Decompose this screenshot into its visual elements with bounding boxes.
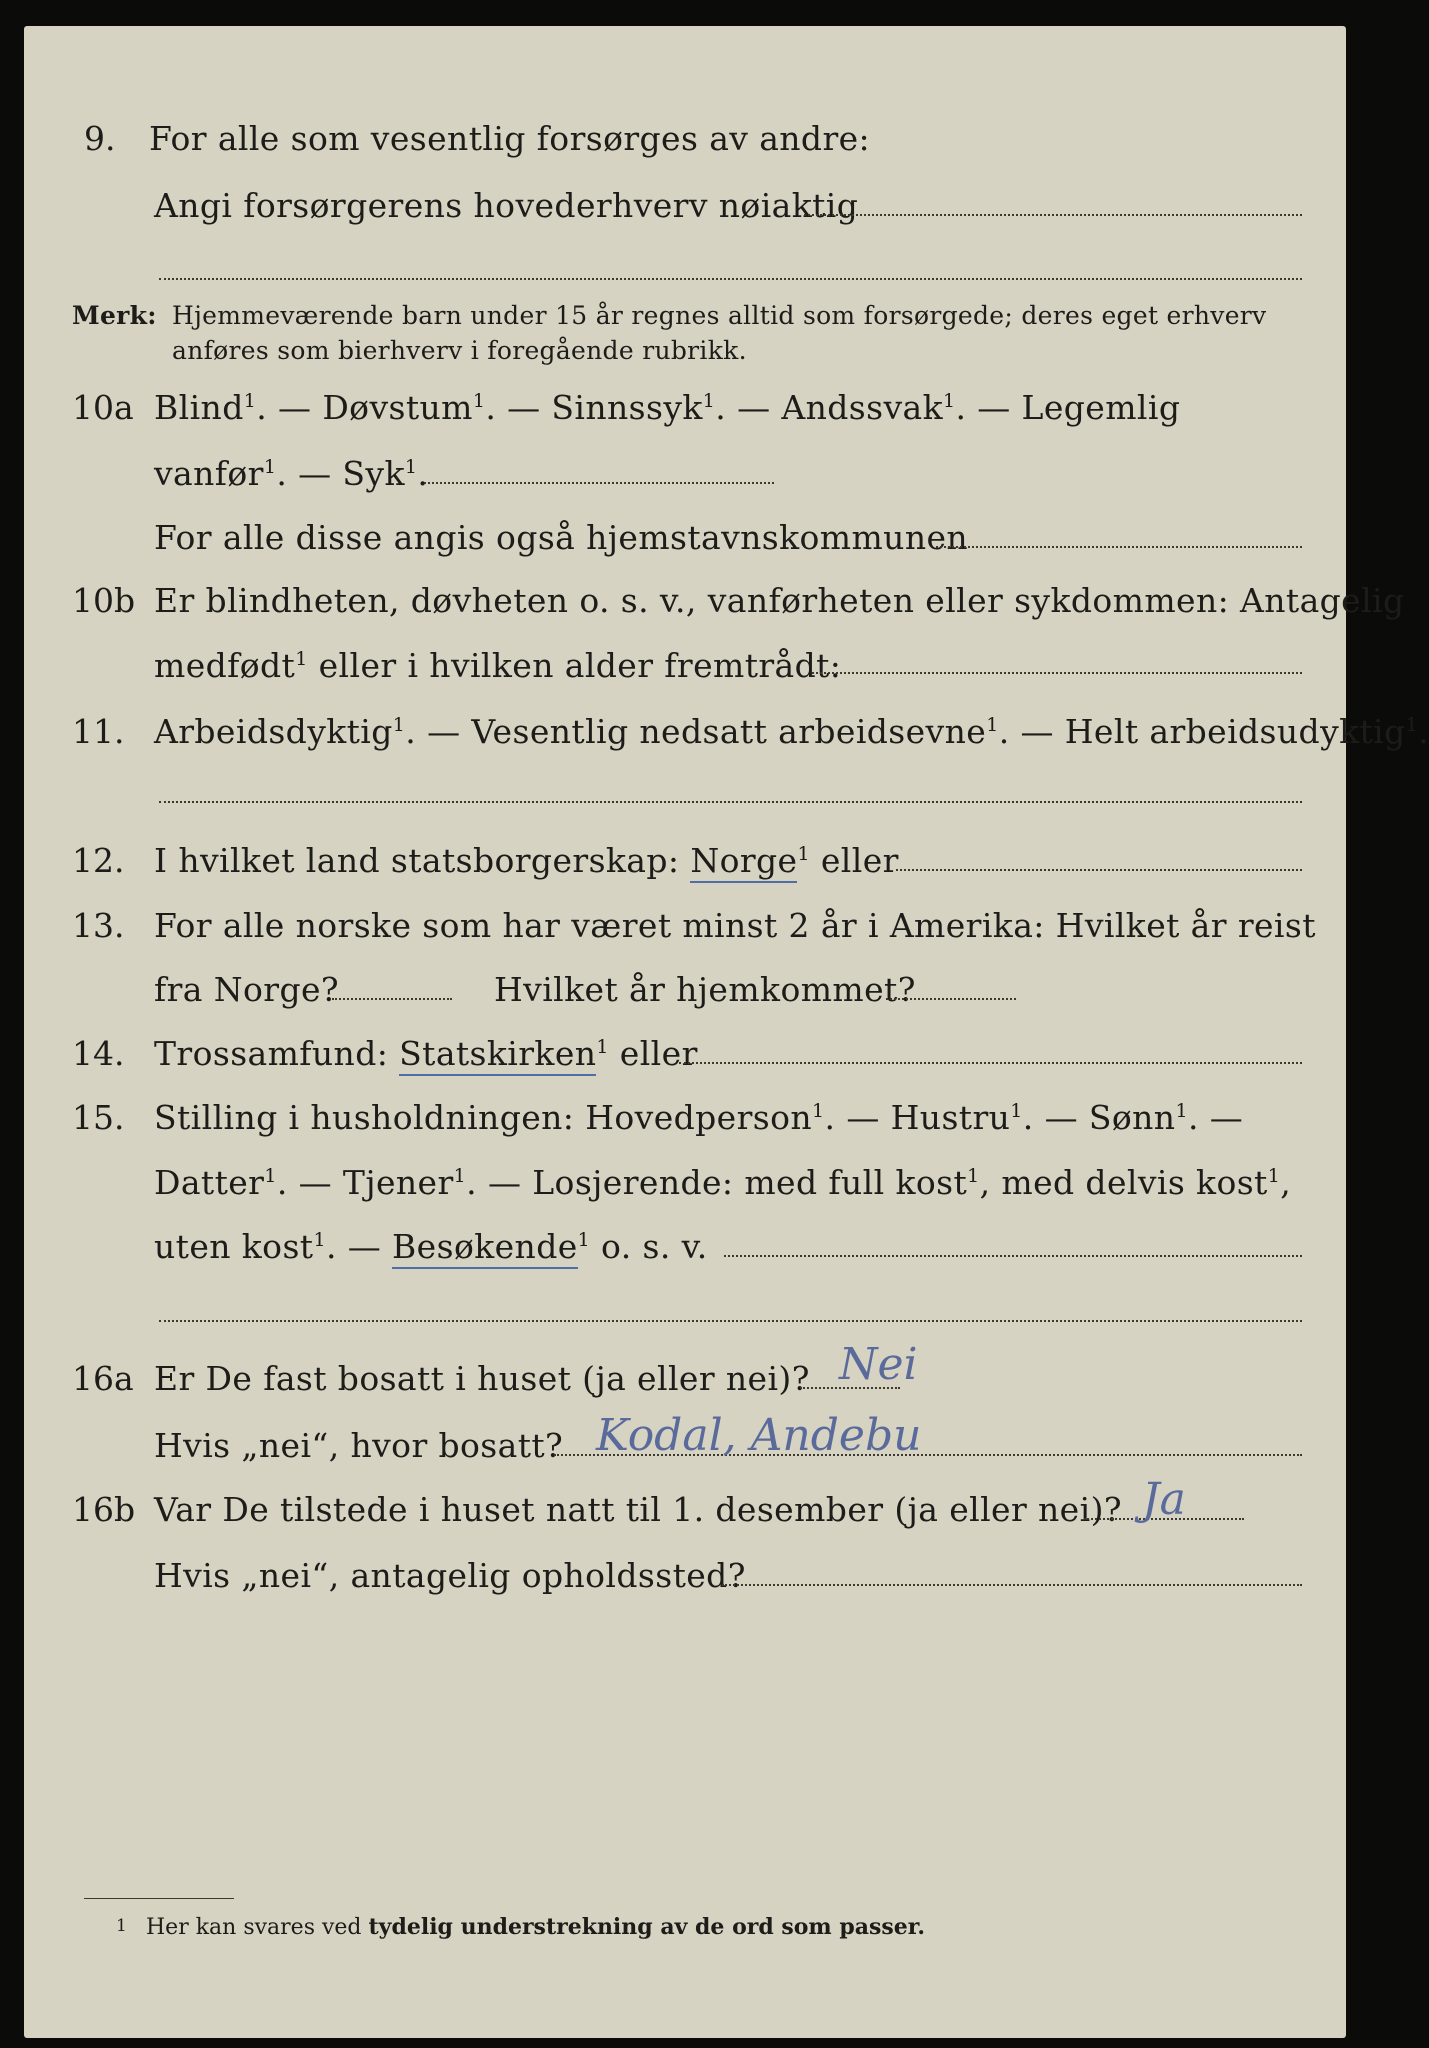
question-16b-number: 16b	[72, 1490, 136, 1529]
option-datter[interactable]: Datter	[154, 1163, 265, 1202]
question-10b-line2	[154, 646, 841, 685]
footnote-text-a: Her kan svares ved	[146, 1915, 362, 1940]
footnote-ref: 1	[243, 390, 257, 412]
question-10a-syk-field[interactable]	[424, 482, 774, 484]
footnote-ref: 1	[967, 1165, 980, 1187]
question-10a-line3: For alle disse angis også hjemstavnskommunen	[154, 518, 969, 557]
question-13-hjemkommet: Hvilket år hjemkommet?	[494, 970, 916, 1009]
option-norge-underlined[interactable]: Norge	[690, 841, 797, 883]
question-16b-line1: Var De tilstede i huset natt til 1. desember (ja eller nei)?	[154, 1490, 1122, 1529]
question-13-number: 13.	[72, 906, 125, 945]
question-13-line1: For alle norske som har været minst 2 år i Amerika: Hvilket år reist	[154, 906, 1316, 945]
question-15-extra-line[interactable]	[159, 1320, 1302, 1322]
footnote-separator	[84, 1898, 234, 1899]
question-15-dash2: —	[347, 1227, 382, 1266]
question-15-line2: Datter$^1$. — Tjener$^1$. — Losjerende: med full kost$^1$, med delvis kost$^1$,	[154, 1163, 1292, 1202]
option-medfodt[interactable]: medfødt	[154, 646, 296, 685]
question-14-other-faith-field[interactable]	[679, 1062, 1302, 1064]
question-10a-hjemstavn-field[interactable]	[936, 546, 1302, 548]
question-16b-handwritten-answer: Ja	[1142, 1474, 1186, 1525]
footnote-ref: 1	[264, 1165, 277, 1187]
question-10b-line2-rest: eller i hvilken alder fremtrådt:	[318, 646, 842, 685]
footnote-ref: 1	[472, 390, 486, 412]
question-16a-handwritten-residence: Kodal, Andebu	[596, 1410, 922, 1461]
question-12-number: 12.	[72, 841, 125, 880]
question-16a-line2: Hvis „nei“, hvor bosatt?	[154, 1426, 564, 1465]
option-besokende-underlined[interactable]: Besøkende	[392, 1227, 578, 1269]
footnote-ref: 1	[1010, 1100, 1023, 1122]
footnote-ref: 1	[986, 714, 999, 736]
question-9-line2: Angi forsørgerens hovederhverv nøiaktig	[154, 186, 859, 225]
question-9-number: 9.	[84, 119, 116, 158]
question-15-osv: o. s. v.	[601, 1227, 708, 1266]
question-14-line	[154, 1034, 698, 1073]
footnote-ref: 1	[797, 843, 810, 865]
footnote-ref: 1	[1175, 1100, 1188, 1122]
question-9-extra-line[interactable]	[159, 278, 1302, 280]
option-nedsatt-arbeidsevne[interactable]: — Vesentlig nedsatt arbeidsevne	[427, 712, 987, 751]
question-15-line3: uten kost$^1$. — Besøkende$^1$ o. s. v.	[154, 1227, 708, 1266]
merk-label: Merk:	[72, 301, 157, 330]
footnote-ref: 1	[942, 390, 956, 412]
question-11-options: Arbeidsdyktig$^1$. — Vesentlig nedsatt arbeidsevne$^1$. — Helt arbeidsudyktig$^1$.	[154, 712, 1429, 751]
footnote-ref: 1	[404, 456, 418, 478]
question-12-line	[154, 841, 899, 880]
footnote-ref: 1	[263, 456, 277, 478]
question-10a-options-line1: Blind$^1$. — Døvstum$^1$. — Sinnssyk$^1$. — Andssvak$^1$. — Legemlig	[154, 388, 1181, 427]
question-15-line1: Stilling i husholdningen: Hovedperson$^1$. — Hustru$^1$. — Sønn$^1$. —	[154, 1098, 1244, 1137]
question-14-number: 14.	[72, 1034, 125, 1073]
footnote-ref: 1	[1405, 714, 1419, 736]
footnote-text-b: tydelig understrekning av de ord som passer.	[368, 1914, 926, 1940]
footnote-ref: 1	[392, 714, 406, 736]
footnote-text	[146, 1914, 925, 1940]
question-10a-options-line2: vanfør$^1$. — Syk$^1$.	[154, 454, 429, 493]
question-12-other-country-field[interactable]	[896, 869, 1302, 871]
question-16b-line2: Hvis „nei“, antagelig opholdssted?	[154, 1556, 746, 1595]
option-blind[interactable]: Blind	[154, 388, 244, 427]
question-12-text: I hvilket land statsborgerskap:	[154, 841, 680, 880]
option-uten-kost[interactable]: uten kost	[154, 1227, 314, 1266]
option-sonn[interactable]: — Sønn	[1044, 1098, 1176, 1137]
option-delvis-kost[interactable]: , med delvis kost	[979, 1163, 1268, 1202]
question-15-other-field[interactable]	[724, 1255, 1302, 1257]
option-tjener[interactable]: — Tjener	[298, 1163, 454, 1202]
option-losjerende-full-kost[interactable]: — Losjerende: med full kost	[487, 1163, 968, 1202]
footnote-ref: 1	[295, 648, 308, 670]
footnote-ref: 1	[812, 1100, 825, 1122]
question-13-year-returned-field[interactable]	[886, 998, 1016, 1000]
option-dovstum[interactable]: — Døvstum	[278, 388, 473, 427]
footnote-mark: 1	[116, 1916, 127, 1936]
question-14-eller: eller	[619, 1034, 698, 1073]
question-12-eller: eller	[820, 841, 899, 880]
footnote-ref: 1	[702, 390, 716, 412]
option-legemlig[interactable]: — Legemlig	[977, 388, 1181, 427]
question-15-number: 15.	[72, 1098, 125, 1137]
footnote-ref: 1	[596, 1036, 609, 1058]
option-hovedperson[interactable]: Stilling i husholdningen: Hovedperson	[154, 1098, 813, 1137]
question-16a-handwritten-answer: Nei	[839, 1339, 918, 1390]
option-vanfor[interactable]: vanfør	[154, 454, 264, 493]
option-arbeidsdyktig[interactable]: Arbeidsdyktig	[154, 712, 393, 751]
question-10a-number: 10a	[72, 388, 134, 427]
question-16a-number: 16a	[72, 1359, 134, 1398]
footnote-ref: 1	[453, 1165, 467, 1187]
question-9-answer-field[interactable]	[804, 214, 1302, 216]
footnote-ref: 1	[313, 1229, 326, 1251]
option-statskirken-underlined[interactable]: Statskirken	[399, 1034, 596, 1076]
footnote-ref: 1	[1267, 1165, 1281, 1187]
question-16b-location-field[interactable]	[722, 1584, 1302, 1586]
question-13-year-left-field[interactable]	[332, 998, 452, 1000]
question-10b-line1: Er blindheten, døvheten o. s. v., vanførheten eller sykdommen: Antagelig	[154, 581, 1405, 620]
option-hustru[interactable]: — Hustru	[846, 1098, 1011, 1137]
question-11-number: 11.	[72, 712, 125, 751]
question-10b-answer-field[interactable]	[812, 672, 1302, 674]
census-form-page	[24, 26, 1429, 2038]
option-syk[interactable]: — Syk	[298, 454, 405, 493]
option-andssvak[interactable]: — Andssvak	[737, 388, 943, 427]
question-16a-line1: Er De fast bosatt i huset (ja eller nei)?	[154, 1359, 810, 1398]
merk-line2: anføres som bierhverv i foregående rubrikk.	[172, 336, 747, 365]
question-11-extra-line[interactable]	[159, 801, 1302, 803]
question-15-dash: —	[1209, 1098, 1244, 1137]
option-helt-arbeidsudyktig[interactable]: — Helt arbeidsudyktig	[1020, 712, 1406, 751]
question-14-text: Trossamfund:	[154, 1034, 389, 1073]
footnote-ref: 1	[577, 1229, 591, 1251]
question-10b-number: 10b	[72, 581, 136, 620]
question-13-fra-norge: fra Norge?	[154, 970, 340, 1009]
option-sinnssyk[interactable]: — Sinnssyk	[507, 388, 703, 427]
question-9-line1: For alle som vesentlig forsørges av andre:	[149, 119, 871, 158]
merk-line1: Hjemmeværende barn under 15 år regnes alltid som forsørgede; deres eget erhverv	[172, 301, 1267, 330]
